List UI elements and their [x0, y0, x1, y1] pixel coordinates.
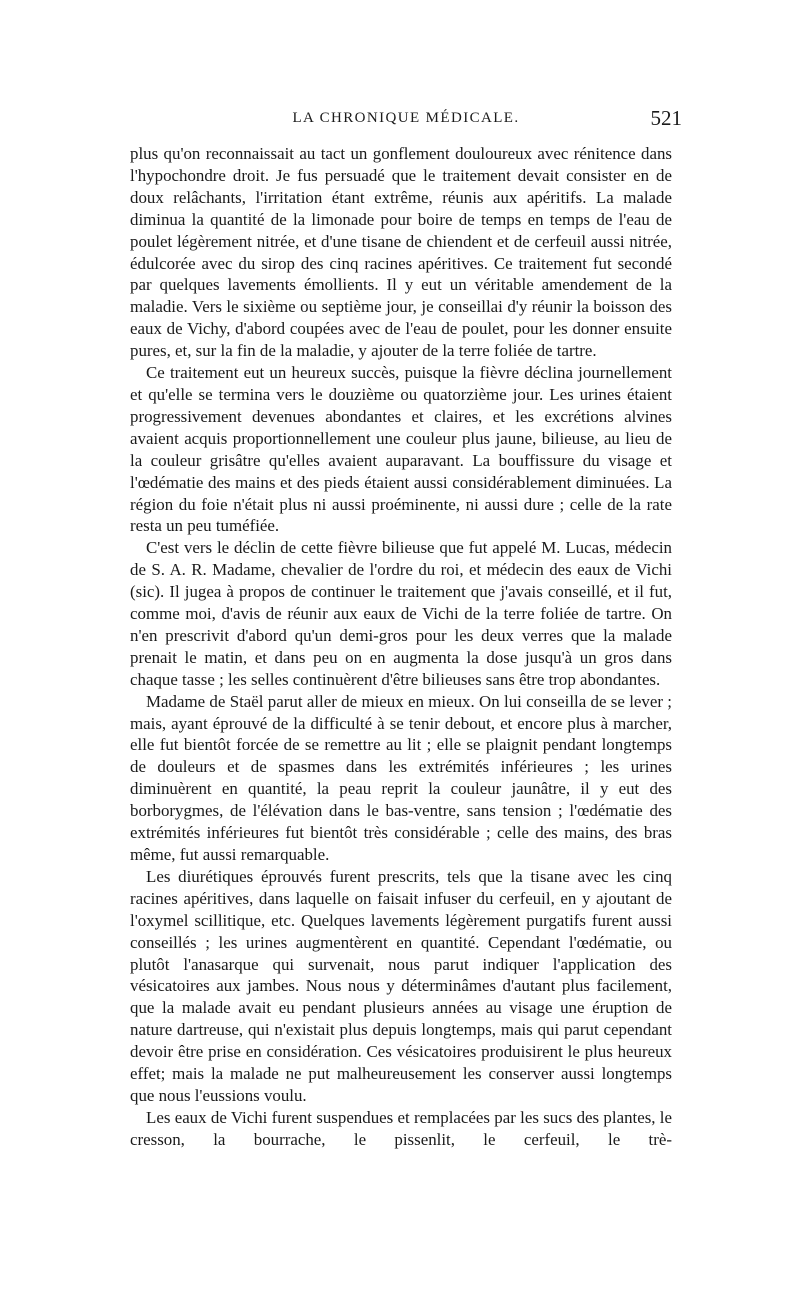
page-number: 521 — [650, 106, 682, 130]
body-text — [130, 143, 672, 1151]
paragraph-final: Les eaux de Vichi furent suspendues et remplacées par les sucs des plantes, le cresson, la bourrache, le pissenlit, le cerfeuil, le trè- — [130, 1107, 672, 1149]
paragraph-continued: plus qu'on reconnaissait au tact un gonflement douloureux avec rénitence dans l'hypochondre droit. Je fus persuadé que le traitement devait consister en de doux relâchants, l'irritation étant extrême, réunis aux apéritifs. La malade diminua la quantité de la limonade pour boire de temps en temps de l'eau de poulet légèrement nitrée, et d'une tisane de chiendent et de cerfeuil aussi nitrée, édulcorée avec du sirop des cinq racines apéritives. Ce traitement fut secondé par quelques lavements émollients. Il y eut un véritable amendement de la maladie. Vers le sixième ou septième jour, je conseillai d'y réunir la boisson des eaux de Vichy, d'abord coupées avec de l'eau de poulet, pour les donner ensuite pures, et, sur la fin de la maladie, y ajouter de la terre foliée de tartre. — [130, 144, 672, 361]
page-header — [130, 106, 682, 136]
paragraph: Madame de Staël parut aller de mieux en mieux. On lui conseilla de se lever ; mais, ayant éprouvé de la difficulté à se tenir debout, et encore plus à marcher, elle fut bientôt forcée de se remettre au lit ; elle se plaignit pendant longtemps de douleurs et de spasmes dans les extrémités inférieures ; les urines diminuèrent en quantité, la peau reprit la couleur jaunâtre, il y eut des borborygmes, de l'élévation dans le bas-ventre, sans tension ; l'œdématie des extrémités inférieures fut bientôt très considérable ; celle des mains, des bras même, fut aussi remarquable. — [130, 691, 672, 864]
paragraph: Les diurétiques éprouvés furent prescrits, tels que la tisane avec les cinq racines apéritives, dans laquelle on faisait infuser du cerfeuil, en y ajoutant de l'oxymel scillitique, etc. Quelques lavements légèrement purgatifs furent aussi conseillés ; les urines augmentèrent en quantité. Cependant l'œdématie, ou plutôt l'anasarque qui survenait, nous parut indiquer l'application des vésicatoires aux jambes. Nous nous y déterminâmes d'autant plus facilement, que la malade avait eu pendant plusieurs années au visage une éruption de nature dartreuse, qui n'existait plus depuis longtemps, mais qui parut cependant devoir être prise en considération. Ces vésicatoires produisirent le plus heureux effet; mais la malade ne put malheureusement les conserver aussi longtemps que nous l'eussions voulu. — [130, 866, 672, 1105]
paragraph: C'est vers le déclin de cette fièvre bilieuse que fut appelé M. Lucas, médecin de S. A. R. Madame, chevalier de l'ordre du roi, et médecin des eaux de Vichi (sic). Il jugea à propos de continuer le traitement que j'avais conseillé, et il fut, comme moi, d'avis de réunir aux eaux de Vichi de la terre foliée de tartre. On n'en prescrivit d'abord qu'un demi-gros pour les deux verres que la malade prenait le matin, et dans peu on en augmenta la dose jusqu'à un gros dans chaque tasse ; les selles continuèrent d'être bilieuses sans être trop abondantes. — [130, 538, 672, 689]
paragraph: Ce traitement eut un heureux succès, puisque la fièvre déclina journellement et qu'elle se termina vers le douzième ou quatorzième jour. Les urines étaient progressivement devenues abondantes et claires, et les excrétions alvines avaient acquis proportionnellement une couleur plus jaune, bilieuse, au lieu de la couleur grisâtre qu'elles avaient auparavant. La bouffissure du visage et l'œdématie des mains et des pieds étaient aussi considérablement diminuées. La région du foie n'était plus ni aussi proéminente, ni aussi dure ; celle de la rate resta un peu tuméfiée. — [130, 363, 672, 536]
running-title: LA CHRONIQUE MÉDICALE. — [292, 110, 520, 126]
